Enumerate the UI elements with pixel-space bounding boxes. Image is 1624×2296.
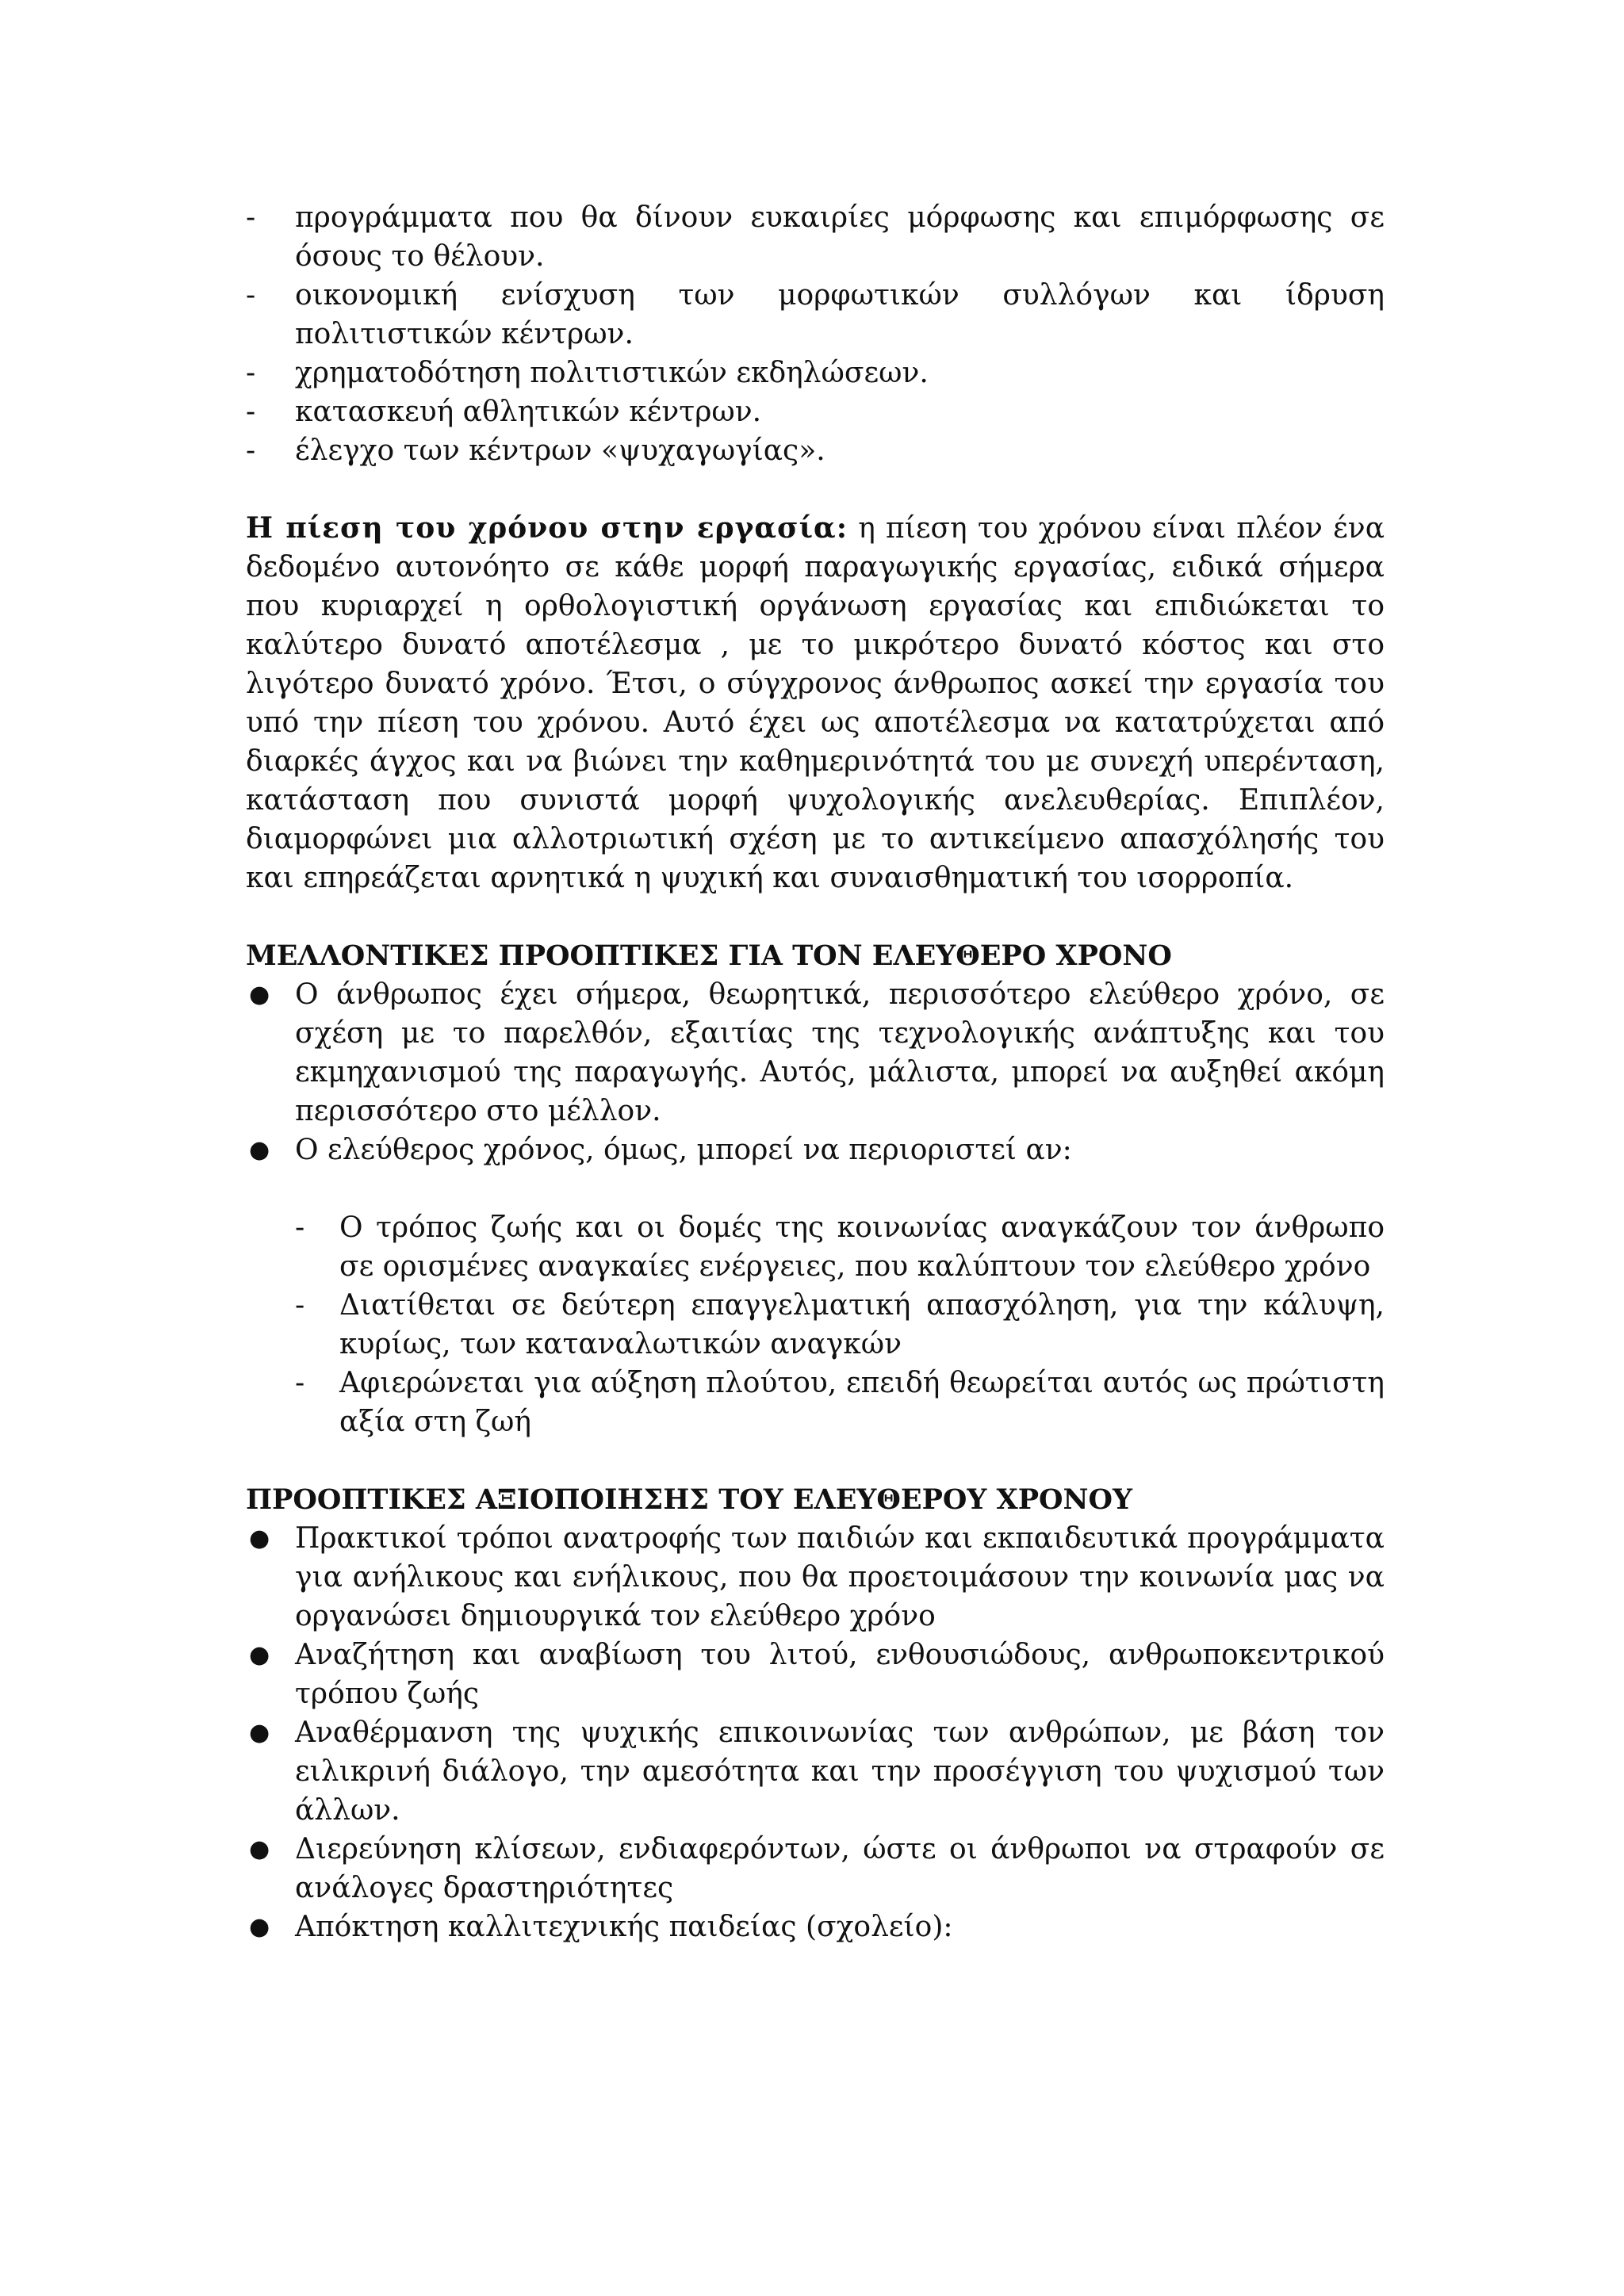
- list-item: [246, 431, 1385, 470]
- bullet-marker: ●: [249, 1719, 270, 1747]
- bullet-marker: ●: [249, 1835, 270, 1863]
- bullet-marker: ●: [249, 1525, 270, 1552]
- list-item-text: Αφιερώνεται για αύξηση πλούτου, επειδή θεωρείται αυτός ως πρώτιστη αξία στη ζωή: [339, 1367, 1385, 1438]
- bullet-marker: ●: [249, 1913, 270, 1941]
- dash-marker: -: [246, 357, 256, 389]
- list-item: [246, 276, 1385, 354]
- dash-marker: -: [295, 1367, 305, 1399]
- list-item-text: Πρακτικοί τρόποι ανατροφής των παιδιών και εκπαιδευτικά προγράμματα για ανήλικους και ενήλικους, που θα προετοιμάσουν την κοινωνία μας να οργανώσει δημιουργικά τον ελεύθερο χρόνο: [295, 1522, 1385, 1632]
- time-pressure-paragraph: [246, 509, 1385, 897]
- prospects-bullet-list: [246, 1519, 1385, 1946]
- dash-marker: -: [295, 1211, 305, 1244]
- list-item-text: Διερεύνηση κλίσεων, ενδιαφερόντων, ώστε οι άνθρωποι να στραφούν σε ανάλογες δραστηριότητες: [295, 1833, 1385, 1904]
- list-item: [246, 198, 1385, 276]
- list-item: [246, 1519, 1385, 1636]
- future-conditions-list: [246, 1208, 1385, 1441]
- future-bullet-list: [246, 975, 1385, 1169]
- time-pressure-text: η πίεση του χρόνου είναι πλέον ένα δεδομένο αυτονόητο σε κάθε μορφή παραγωγικής εργασίας, ειδικά σήμερα που κυριαρχεί η ορθολογιστική οργάνωση εργασίας και επιδιώκεται το καλύτερο δυνατό αποτέλεσμα , με το μικρότερο δυνατό κόστος και στο λιγότερο δυνατό χρόνο. Έτσι, ο σύγχρονος άνθρωπος ασκεί την εργασία του υπό την πίεση του χρόνου. Αυτό έχει ως αποτέλεσμα να κατατρύχεται από διαρκές άγχος και να βιώνει την καθημερινότητά του με συνεχή υπερένταση, κατάσταση που συνιστά μορφή ψυχολογικής ανελευθερίας. Επιπλέον, διαμορφώνει μια αλλοτριωτική σχέση με το αντικείμενο απασχόλησής του και επηρεάζεται αρνητικά η ψυχική και συναισθηματική του ισορροπία.: [246, 512, 1385, 894]
- list-item: [246, 1131, 1385, 1169]
- dash-marker: -: [246, 434, 256, 467]
- dash-marker: -: [246, 396, 256, 428]
- list-item: [246, 1713, 1385, 1830]
- document-page: [246, 198, 1385, 1946]
- list-item: [246, 975, 1385, 1131]
- list-item: [246, 392, 1385, 431]
- intro-dash-list: [246, 198, 1385, 470]
- list-item-text: Αναζήτηση και αναβίωση του λιτού, ενθουσιώδους, ανθρωποκεντρικού τρόπου ζωής: [295, 1639, 1385, 1710]
- dash-marker: -: [295, 1289, 305, 1322]
- list-item: [246, 1636, 1385, 1713]
- list-item-text: χρηματοδότηση πολιτιστικών εκδηλώσεων.: [295, 357, 929, 389]
- list-item-text: Ο τρόπος ζωής και οι δομές της κοινωνίας αναγκάζουν τον άνθρωπο σε ορισμένες αναγκαίες ενέργειες, που καλύπτουν τον ελεύθερο χρόνο: [339, 1211, 1385, 1283]
- list-item-text: προγράμματα που θα δίνουν ευκαιρίες μόρφωσης και επιμόρφωσης σε όσους το θέλουν.: [295, 201, 1385, 273]
- list-item-text: Αναθέρμανση της ψυχικής επικοινωνίας των ανθρώπων, με βάση τον ειλικρινή διάλογο, την αμεσότητα και την προσέγγιση του ψυχισμού των άλλων.: [295, 1716, 1385, 1827]
- list-item-text: κατασκευή αθλητικών κέντρων.: [295, 396, 762, 428]
- list-item-text: Διατίθεται σε δεύτερη επαγγελματική απασχόληση, για την κάλυψη, κυρίως, των καταναλωτικών αναγκών: [339, 1289, 1385, 1360]
- time-pressure-lead: Η πίεση του χρόνου στην εργασία:: [246, 511, 848, 545]
- prospects-heading: ΠΡΟΟΠΤΙΚΕΣ ΑΞΙΟΠΟΙΗΣΗΣ ΤΟΥ ΕΛΕΥΘΕΡΟΥ ΧΡΟΝΟΥ: [246, 1483, 1132, 1516]
- list-item: [246, 354, 1385, 392]
- list-item-text: οικονομική ενίσχυση των μορφωτικών συλλόγων και ίδρυση πολιτιστικών κέντρων.: [295, 279, 1385, 350]
- list-item-text: Ο ελεύθερος χρόνος, όμως, μπορεί να περιοριστεί αν:: [295, 1134, 1072, 1166]
- dash-marker: -: [246, 201, 256, 234]
- list-item: [246, 1364, 1385, 1441]
- list-item: [246, 1286, 1385, 1364]
- future-heading: ΜΕΛΛΟΝΤΙΚΕΣ ΠΡΟΟΠΤΙΚΕΣ ΓΙΑ ΤΟΝ ΕΛΕΥΘΕΡΟ ΧΡΟΝΟ: [246, 939, 1172, 972]
- list-item: [246, 1830, 1385, 1908]
- bullet-marker: ●: [249, 1136, 270, 1164]
- list-item-text: έλεγχο των κέντρων «ψυχαγωγίας».: [295, 434, 825, 467]
- dash-marker: -: [246, 279, 256, 312]
- list-item: [246, 1208, 1385, 1286]
- bullet-marker: ●: [249, 1641, 270, 1669]
- list-item-text: Ο άνθρωπος έχει σήμερα, θεωρητικά, περισσότερο ελεύθερο χρόνο, σε σχέση με το παρελθόν, εξαιτίας της τεχνολογικής ανάπτυξης και του εκμηχανισμού της παραγωγής. Αυτός, μάλιστα, μπορεί να αυξηθεί ακόμη περισσότερο στο μέλλον.: [295, 978, 1385, 1127]
- bullet-marker: ●: [249, 981, 270, 1008]
- list-item: [246, 1908, 1385, 1946]
- list-item-text: Απόκτηση καλλιτεχνικής παιδείας (σχολείο):: [295, 1911, 953, 1943]
